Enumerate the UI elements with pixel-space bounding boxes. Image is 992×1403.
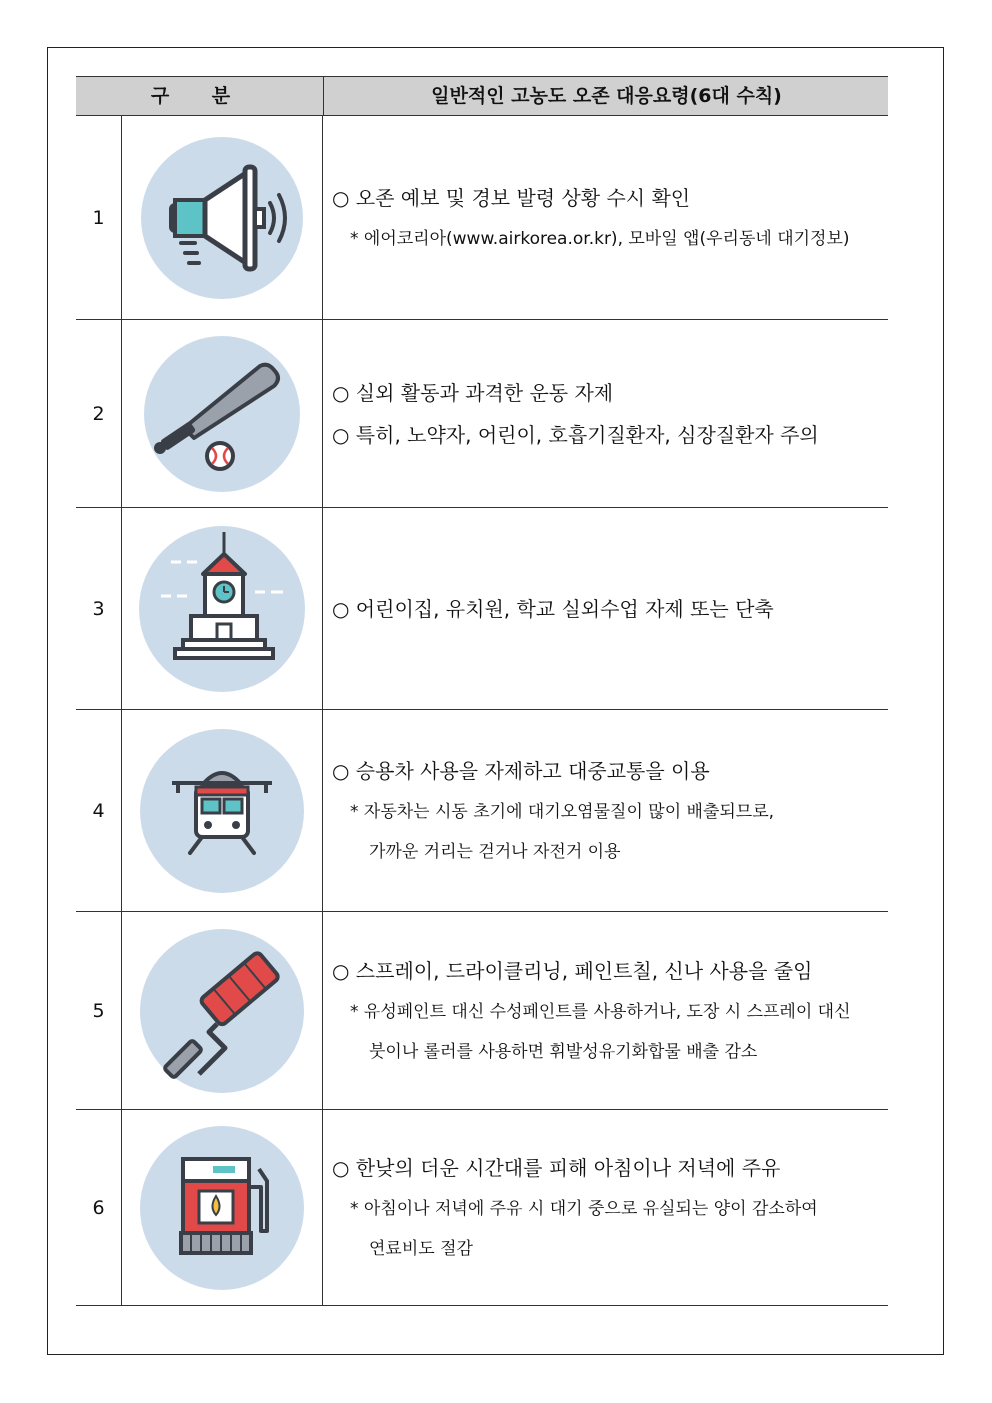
table-header xyxy=(76,76,888,116)
table-row xyxy=(76,710,888,912)
icon-cell xyxy=(122,116,323,319)
school-building-icon xyxy=(137,524,307,694)
header-category: 구 분 xyxy=(150,85,249,107)
row-content xyxy=(332,508,884,709)
row-number: 5 xyxy=(76,912,122,1109)
sub-note-continued: 붓이나 롤러를 사용하면 휘발성유기화합물 배출 감소 xyxy=(369,1041,758,1062)
row-number: 2 xyxy=(76,320,122,507)
main-item: ○ 어린이집, 유치원, 학교 실외수업 자제 또는 단축 xyxy=(332,596,774,621)
icon-cell xyxy=(122,320,323,507)
sub-note: * 자동차는 시동 초기에 대기오염물질이 많이 배출되므로, xyxy=(350,801,775,822)
main-item: ○ 오존 예보 및 경보 발령 상황 수시 확인 xyxy=(332,185,691,210)
icon-cell xyxy=(122,912,323,1109)
table-row xyxy=(76,912,888,1110)
row-content xyxy=(332,710,884,911)
main-item: ○ 특히, 노약자, 어린이, 호흡기질환자, 심장질환자 주의 xyxy=(332,422,819,447)
table-row xyxy=(76,320,888,508)
sub-note: * 에어코리아(www.airkorea.or.kr), 모바일 앱(우리동네 대기정보) xyxy=(350,228,850,249)
icon-cell xyxy=(122,1110,323,1305)
megaphone-icon xyxy=(137,133,307,303)
row-content xyxy=(332,320,884,507)
main-item: ○ 승용차 사용을 자제하고 대중교통을 이용 xyxy=(332,758,710,783)
main-item: ○ 한낮의 더운 시간대를 피해 아침이나 저녁에 주유 xyxy=(332,1155,781,1180)
sub-note: * 아침이나 저녁에 주유 시 대기 중으로 유실되는 양이 감소하여 xyxy=(350,1198,818,1219)
icon-cell xyxy=(122,508,323,709)
row-number: 3 xyxy=(76,508,122,709)
row-content xyxy=(332,912,884,1109)
row-content xyxy=(332,116,884,319)
sub-note-continued: 가까운 거리는 걷거나 자전거 이용 xyxy=(369,841,621,862)
train-icon xyxy=(138,727,306,895)
sub-note-continued: 연료비도 절감 xyxy=(369,1238,473,1259)
sub-note: * 유성페인트 대신 수성페인트를 사용하거나, 도장 시 스프레이 대신 xyxy=(350,1001,851,1022)
row-number: 6 xyxy=(76,1110,122,1305)
table-row xyxy=(76,1110,888,1306)
icon-cell xyxy=(122,710,323,911)
main-item: ○ 실외 활동과 과격한 운동 자제 xyxy=(332,380,614,405)
paint-roller-icon xyxy=(139,928,305,1094)
baseball-bat-icon xyxy=(142,334,302,494)
table-row xyxy=(76,116,888,320)
main-item: ○ 스프레이, 드라이클리닝, 페인트칠, 신나 사용을 줄임 xyxy=(332,958,813,983)
row-number: 1 xyxy=(76,116,122,319)
row-content xyxy=(332,1110,884,1305)
header-title: 일반적인 고농도 오존 대응요령(6대 수칙) xyxy=(323,77,889,115)
row-number: 4 xyxy=(76,710,122,911)
table-row xyxy=(76,508,888,710)
gas-pump-icon xyxy=(139,1125,305,1291)
